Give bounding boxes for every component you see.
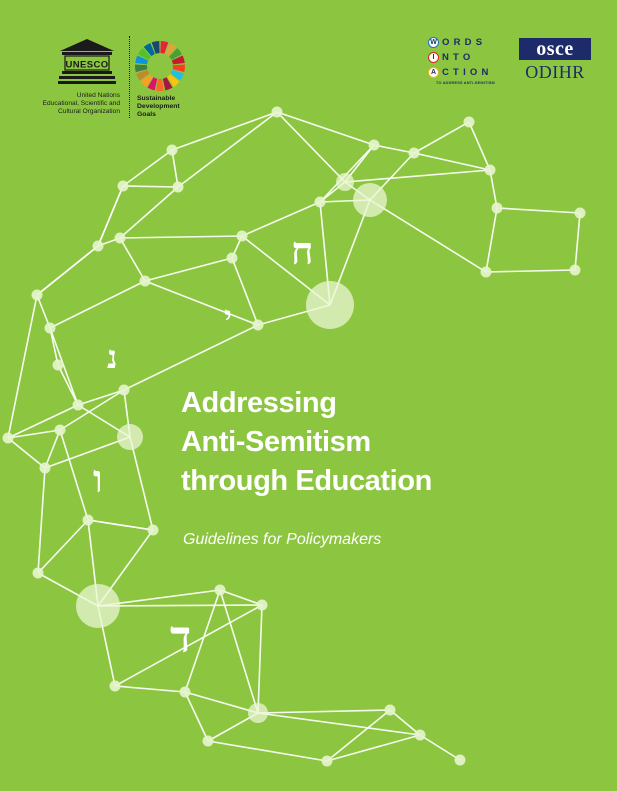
odihr-wordmark: ODIHR [525, 62, 585, 82]
wia-word-action: CTION [442, 67, 493, 78]
network-edge [120, 187, 178, 238]
network-edge [8, 295, 37, 438]
osce-odihr-logo [519, 38, 591, 82]
wia-row-words [428, 35, 518, 50]
network-node [227, 253, 238, 264]
network-node [315, 197, 326, 208]
network-edge [123, 150, 172, 186]
osce-wordmark: osce [519, 38, 591, 60]
network-edge [58, 365, 78, 405]
unesco-line-3: Cultural Organization [58, 108, 120, 115]
network-edge [420, 735, 460, 760]
network-edge [115, 686, 185, 692]
cover-subtitle: Guidelines for Policymakers [183, 531, 382, 548]
network-edge [345, 170, 490, 182]
network-node [492, 203, 503, 214]
network-edge [45, 430, 60, 468]
network-edge [258, 605, 262, 713]
wia-row-into [428, 50, 518, 65]
network-node-large [353, 183, 387, 217]
wia-row-action [428, 65, 518, 80]
network-node [32, 290, 43, 301]
network-edge [486, 208, 497, 272]
network-node [110, 681, 121, 692]
network-node [485, 165, 496, 176]
network-node [180, 687, 191, 698]
network-edge [575, 213, 580, 270]
network-edge [124, 325, 258, 390]
network-node [203, 736, 214, 747]
network-node [115, 233, 126, 244]
sdg-line-2: Development [137, 103, 180, 110]
network-node [173, 182, 184, 193]
hebrew-letter-yod: י [224, 300, 232, 335]
network-node-large [336, 173, 354, 191]
network-edge [120, 236, 242, 238]
wia-letter-w: W [428, 37, 439, 48]
title-line-3: through Education [181, 465, 432, 497]
network-node [83, 515, 94, 526]
network-edge [45, 437, 130, 468]
network-node [272, 107, 283, 118]
network-edge [78, 390, 124, 405]
network-node [237, 231, 248, 242]
network-edge [486, 270, 575, 272]
network-edge [178, 112, 277, 187]
network-node [409, 148, 420, 159]
network-edge [8, 438, 45, 468]
network-edge [490, 170, 497, 208]
network-node [167, 145, 178, 156]
network-edge [497, 208, 580, 213]
network-edge [220, 590, 258, 713]
sdg-line-3: Goals [137, 111, 156, 118]
network-edge [258, 713, 420, 735]
wia-letter-a: A [428, 67, 439, 78]
network-node [119, 385, 130, 396]
network-node-large [117, 424, 143, 450]
network-node [481, 267, 492, 278]
network-edge [185, 692, 208, 741]
network-edge [370, 200, 486, 272]
network-node [575, 208, 586, 219]
network-edge [123, 186, 178, 187]
title-line-2: Anti-Semitism [181, 426, 371, 458]
network-node [148, 525, 159, 536]
wia-word-words: ORDS [442, 37, 487, 48]
network-edge [220, 590, 262, 605]
unesco-wordmark: UNESCO [65, 59, 109, 71]
cover-title [181, 384, 541, 501]
network-edge [277, 112, 374, 145]
network-node [55, 425, 66, 436]
hebrew-letter-nun: נ [107, 338, 118, 376]
network-edge [145, 281, 258, 325]
network-node [3, 433, 14, 444]
wia-word-into: NTO [442, 52, 475, 63]
title-line-1: Addressing [181, 387, 337, 419]
sdg-label [137, 95, 207, 119]
network-edge [37, 246, 98, 295]
network-node [385, 705, 396, 716]
network-edge [60, 390, 124, 430]
network-edge [98, 605, 262, 606]
network-node [464, 117, 475, 128]
network-node [215, 585, 226, 596]
network-node [45, 323, 56, 334]
network-node [73, 400, 84, 411]
network-edge [414, 153, 490, 170]
network-node [118, 181, 129, 192]
network-node-large [306, 281, 354, 329]
network-edge [38, 520, 88, 573]
network-node [415, 730, 426, 741]
network-edge [208, 741, 327, 761]
words-into-action-logo [428, 35, 518, 85]
network-edge [50, 281, 145, 328]
network-node [253, 320, 264, 331]
wia-tagline: TO ADDRESS ANTI-SEMITISM [436, 81, 495, 85]
network-edge [185, 692, 258, 713]
unesco-organization-name [10, 92, 120, 116]
network-node [33, 568, 44, 579]
network-edge [414, 122, 469, 153]
wia-letter-i: I [428, 52, 439, 63]
network-edge [469, 122, 490, 170]
network-edge [327, 710, 390, 761]
sdg-wheel-icon [134, 40, 186, 92]
network-edge [120, 238, 145, 281]
hebrew-letter-dalet: ד [170, 612, 192, 663]
network-edge [374, 145, 414, 153]
network-edge [258, 710, 390, 713]
network-node [93, 241, 104, 252]
network-node [140, 276, 151, 287]
network-edge [232, 258, 258, 325]
sdg-line-1: Sustainable [137, 95, 176, 102]
network-edge [60, 430, 88, 520]
hebrew-letter-het: ח [291, 228, 314, 273]
network-node [455, 755, 466, 766]
network-node [369, 140, 380, 151]
network-node [257, 600, 268, 611]
network-node [322, 756, 333, 767]
network-edge [172, 150, 178, 187]
network-edge [88, 520, 153, 530]
network-edge [145, 258, 232, 281]
network-node-large [76, 584, 120, 628]
network-node-large [248, 703, 268, 723]
sdg-wheel-segment [156, 79, 164, 91]
network-edge [38, 468, 45, 573]
logo-divider [129, 36, 130, 118]
hebrew-letter-vav: ו [93, 456, 103, 501]
network-edge [327, 735, 420, 761]
network-node [570, 265, 581, 276]
unesco-line-2: Educational, Scientific and [42, 100, 120, 107]
unesco-line-1: United Nations [76, 92, 120, 99]
network-node [53, 360, 64, 371]
network-edge [277, 112, 345, 182]
unesco-temple-logo [58, 38, 116, 86]
network-node [40, 463, 51, 474]
network-edge [130, 437, 153, 530]
